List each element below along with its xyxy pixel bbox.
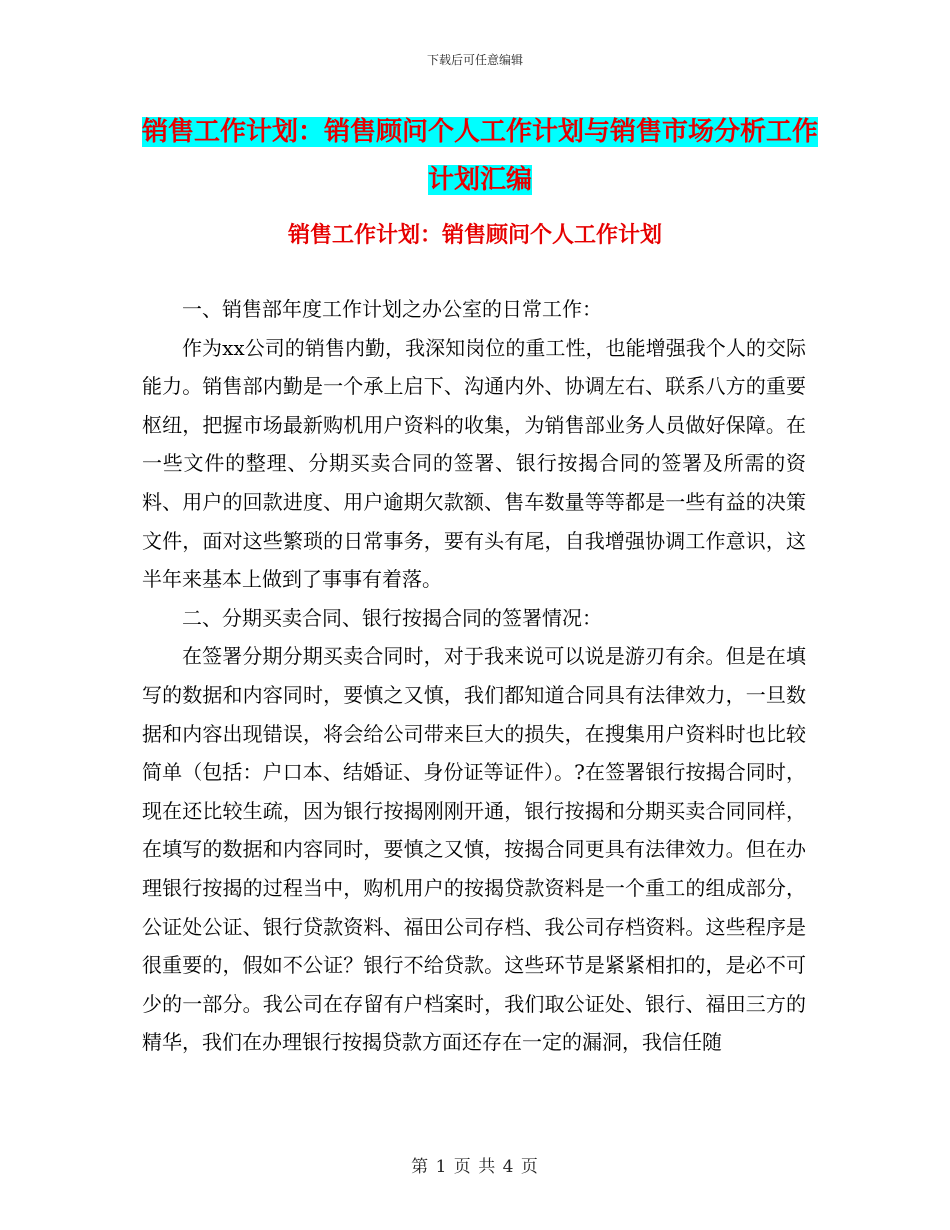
page-number: 第 1 页 共 4 页 [411, 1157, 539, 1177]
body-paragraph-2: 在签署分期分期买卖合同时，对于我来说可以说是游刃有余。但是在填写的数据和内容同时，要慎之又慎，我们都知道合同具有法律效力，一旦数据和内容出现错误，将会给公司带来巨大的损失，在搜集用户资料时也比较简单（包括：户口本、结婚证、身份证等证件）。?在签署银行按揭合同时，现在还比较生疏，因为银行按揭刚刚开通，银行按揭和分期买卖合同同样，在填写的数据和内容同时，要慎之又慎，按揭合同更具有法律效力。但在办理银行按揭的过程当中，购机用户的按揭贷款资料是一个重工的组成部分，公证处公证、银行贷款资料、福田公司存档、我公司存档资料。这些程序是很重要的，假如不公证？银行不给贷款。这些环节是紧紧相扣的，是必不可少的一部分。我公司在存留有户档案时，我们取公证处、银行、福田三方的精华，我们在办理银行按揭贷款方面还存在一定的漏洞，我信任随 [142, 644, 806, 1055]
document-title [140, 108, 820, 204]
section-title: 销售工作计划：销售顾问个人工作计划 [287, 223, 662, 248]
header-note: 下载后可任意编辑 [426, 53, 523, 67]
document-body [142, 290, 806, 1062]
body-paragraph-1: 作为xx公司的销售内勤，我深知岗位的重工性，也能增强我个人的交际能力。销售部内勤是一个承上启下、沟通内外、协调左右、联系八方的重要枢纽，把握市场最新购机用户资料的收集，为销售部业务人员做好保障。在一些文件的整理、分期买卖合同的签署、银行按揭合同的签署及所需的资料、用户的回款进度、用户逾期欠款额、售车数量等等都是一些有益的决策文件，面对这些繁琐的日常事务，要有头有尾，自我增强协调工作意识，这半年来基本上做到了事事有着落。 [142, 335, 806, 592]
heading-paragraph-2: 二、分期买卖合同、银行按揭合同的签署情况： [182, 605, 602, 630]
document-title-text: 销售工作计划：销售顾问个人工作计划与销售市场分析工作计划汇编 [141, 117, 818, 195]
heading-paragraph-1: 一、销售部年度工作计划之办公室的日常工作： [182, 297, 602, 321]
